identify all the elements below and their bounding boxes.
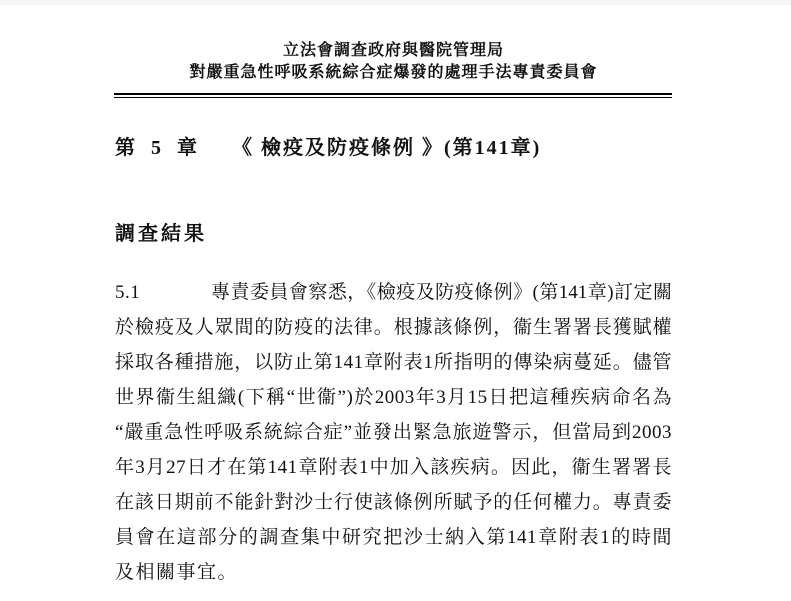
paragraph-line: 員會在這部分的調查集中研究把沙士納入第141章附表1的時間 — [115, 527, 672, 548]
report-header-line1: 立法會調查政府與醫院管理局 — [282, 42, 504, 59]
paragraph-number: 5.1 — [115, 282, 141, 303]
paragraph-line: 及相關事宜。 — [115, 562, 239, 583]
paragraph-line: 年3月27日才在第141章附表1中加入該疾病。因此，衞生署署長 — [115, 457, 672, 478]
chapter-number: 第 5 章 — [115, 137, 199, 159]
scan-edge-artifact — [0, 0, 791, 5]
header-double-rule — [114, 93, 672, 98]
paragraph-line: “嚴重急性呼吸系統綜合症”並發出緊急旅遊警示，但當局到2003 — [115, 422, 672, 443]
paragraph-line: 在該日期前不能針對沙士行使該條例所賦予的任何權力。專責委 — [115, 492, 672, 513]
chapter-heading — [115, 136, 541, 160]
paragraph-line-text: 專責委員會察悉，《檢疫及防疫條例》(第141章)訂定關 — [211, 282, 672, 303]
paragraph-line: 採取各種措施，以防止第141章附表1所指明的傳染病蔓延。儘管 — [115, 352, 672, 373]
section-heading: 調查結果 — [115, 223, 207, 245]
chapter-title: 《 檢疫及防疫條例 》(第141章) — [232, 137, 542, 159]
paragraph-line — [115, 280, 672, 305]
report-header-line2: 對嚴重急性呼吸系統綜合症爆發的處理手法專責委員會 — [189, 64, 598, 81]
paragraph-line: 於檢疫及人眾間的防疫的法律。根據該條例，衞生署署長獲賦權 — [115, 317, 672, 338]
paragraph-line: 世界衞生組織(下稱“世衞”)於2003年3月15日把這種疾病命名為 — [115, 387, 672, 408]
